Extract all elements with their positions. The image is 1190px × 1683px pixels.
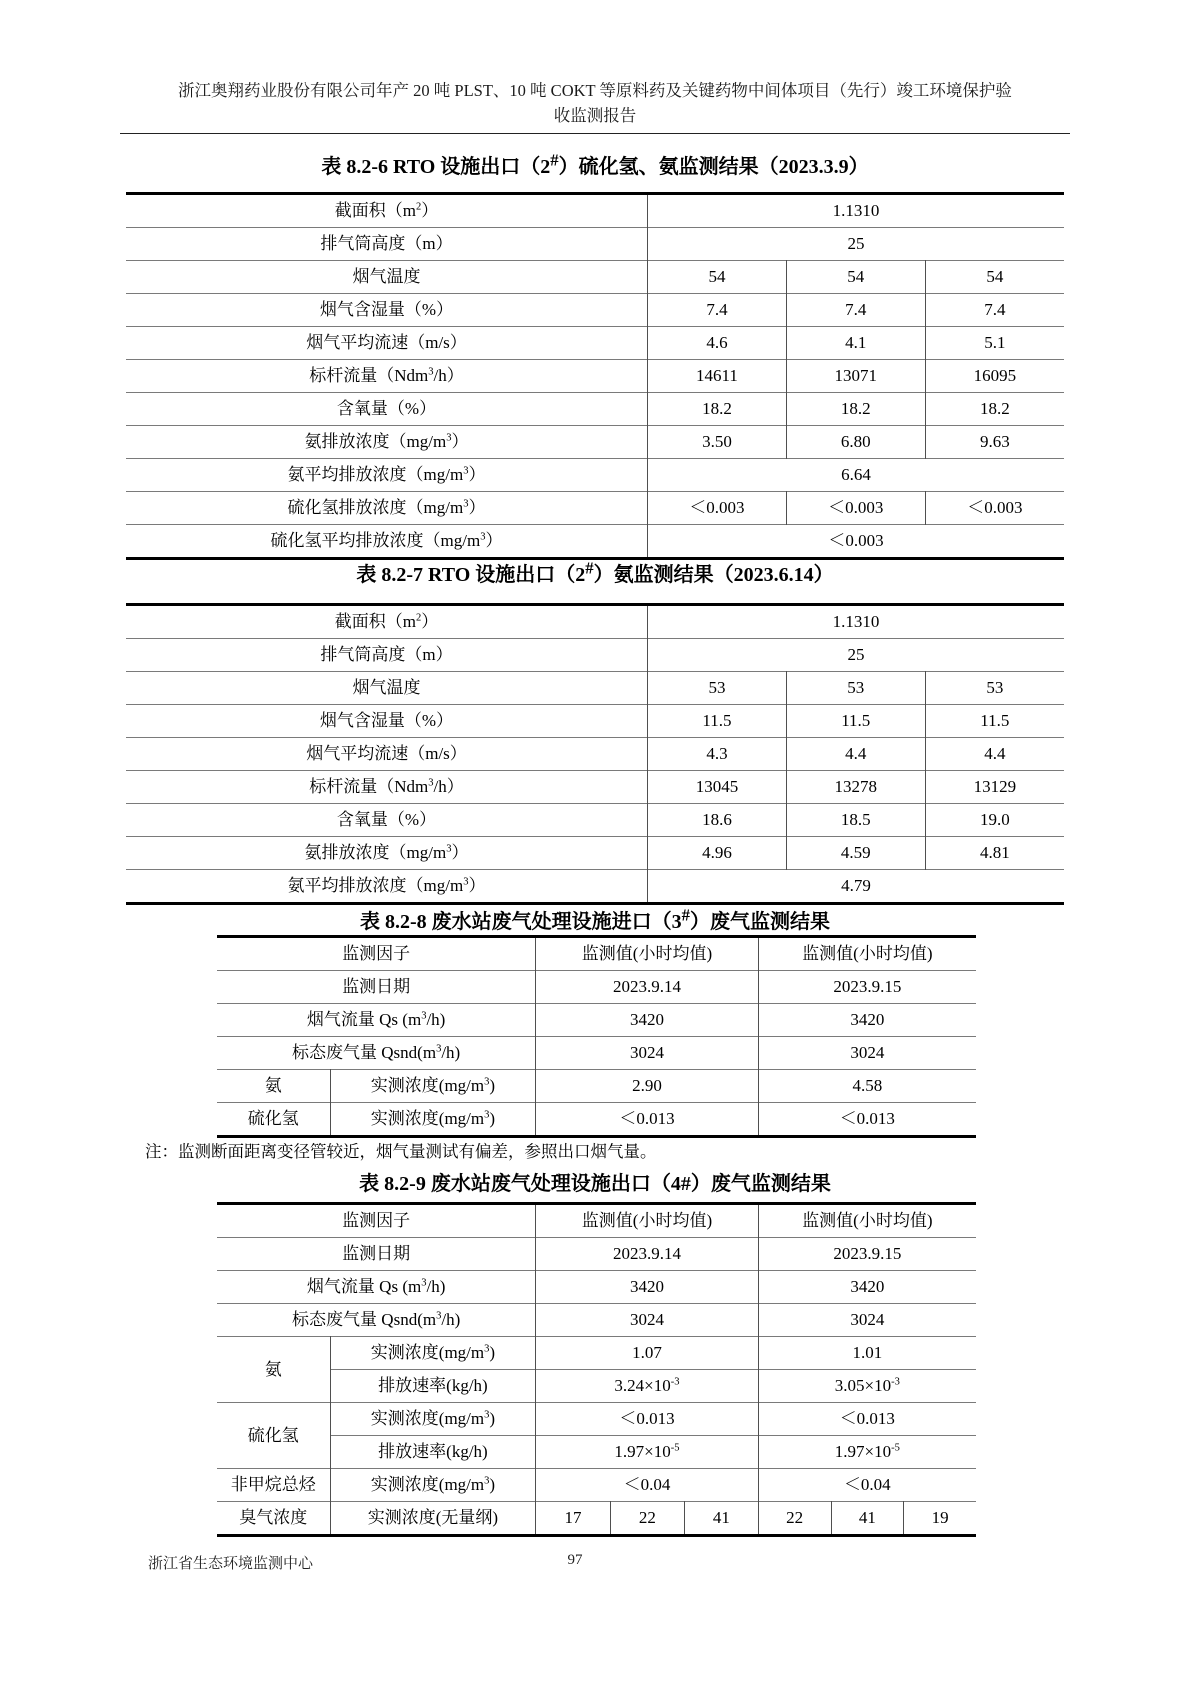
value-cell: 3420: [536, 1271, 758, 1304]
value-cell: 54: [786, 261, 925, 294]
row-label-cell: 监测日期: [217, 971, 536, 1004]
value-cell: $3.24\times 10^{-3}$: [536, 1370, 758, 1403]
value-cell: 2023.9.14: [536, 1238, 758, 1271]
value-cell: 5.1: [925, 327, 1064, 360]
table-row: [217, 1502, 976, 1536]
row-label-cell: 监测日期: [217, 1238, 536, 1271]
value-cell: 41: [685, 1502, 759, 1536]
row-label-cell: 含氧量（%）: [126, 393, 648, 426]
table-row: [126, 360, 1064, 393]
value-cell: 25: [648, 639, 1064, 672]
value-cell: 6.64: [648, 459, 1064, 492]
table-row: [217, 1370, 976, 1403]
value-cell: 11.5: [648, 705, 787, 738]
table-8-2-9-title: 表 8.2-9 废水站废气处理设施出口（4#）废气监测结果: [359, 1173, 831, 1195]
row-label-cell: 烟气平均流速（m/s）: [126, 327, 648, 360]
value-cell: ＜0.013: [536, 1403, 758, 1436]
row-label-cell: 排放速率(kg/h): [330, 1436, 536, 1469]
value-cell: 7.4: [786, 294, 925, 327]
table-row: [217, 1337, 976, 1370]
value-cell: 1.01: [758, 1337, 976, 1370]
value-cell: ＜0.04: [758, 1469, 976, 1502]
value-cell: 53: [925, 672, 1064, 705]
table-8-2-9: [217, 1202, 976, 1537]
value-cell: 54: [925, 261, 1064, 294]
value-cell: ＜0.013: [536, 1103, 758, 1137]
value-cell: 4.59: [786, 837, 925, 870]
value-cell: 41: [831, 1502, 904, 1536]
value-cell: 实测浓度$(mg/m^3)$: [330, 1103, 536, 1137]
value-cell: 监测值(小时均值): [536, 1204, 758, 1238]
value-cell: 3024: [758, 1037, 976, 1070]
row-label-cell: 烟气含湿量（%）: [126, 705, 648, 738]
value-cell: 3420: [536, 1004, 758, 1037]
value-cell: 2023.9.14: [536, 971, 758, 1004]
table-row: [217, 1238, 976, 1271]
value-cell: 实测浓度$(mg/m^3)$: [330, 1337, 536, 1370]
value-cell: 4.6: [648, 327, 787, 360]
table-row: [126, 228, 1064, 261]
row-label-cell: 氨平均排放浓度$(mg/m^3)$: [126, 459, 648, 492]
value-cell: 监测值(小时均值): [802, 1211, 933, 1231]
value-cell: 11.5: [925, 705, 1064, 738]
value-cell: 14611: [648, 360, 787, 393]
value-cell: 3024: [758, 1304, 976, 1337]
table-row: [126, 426, 1064, 459]
row-label-cell: 硫化氢: [217, 1103, 330, 1137]
row-label-cell: 烟气平均流速（m/s）: [126, 738, 648, 771]
value-cell: 7.4: [648, 294, 787, 327]
value-cell: 25: [648, 228, 1064, 261]
row-label-cell: 截面积$(m^2)$: [126, 605, 648, 639]
row-label-cell: 排气筒高度（m）: [126, 639, 648, 672]
value-cell: 18.2: [786, 393, 925, 426]
value-cell: ＜0.04: [536, 1469, 758, 1502]
value-cell: 实测浓度$(mg/m^3)$: [330, 1469, 536, 1502]
row-label-cell: 含氧量（%）: [126, 804, 648, 837]
row-label-cell: 烟气温度: [126, 672, 648, 705]
table-row: [126, 837, 1064, 870]
table-row: [217, 1070, 976, 1103]
row-label-cell: 硫化氢平均排放浓度$(mg/m^3)$: [126, 525, 648, 559]
footer-page-number: 97: [567, 1552, 583, 1568]
value-cell: 53: [786, 672, 925, 705]
row-label-cell: 非甲烷总烃: [217, 1469, 330, 1502]
value-cell: 4.79: [648, 870, 1064, 904]
value-cell: 18.6: [648, 804, 787, 837]
table-row: [126, 459, 1064, 492]
value-cell: ＜0.003: [786, 492, 925, 525]
value-cell: 3420: [758, 1004, 976, 1037]
value-cell: 监测值(小时均值): [802, 944, 933, 964]
report-header: [120, 78, 1070, 128]
table-8-2-8: [217, 935, 976, 1138]
value-cell: 13278: [786, 771, 925, 804]
table-row: [126, 327, 1064, 360]
table-8-2-8-note: 注：监测断面距离变径管较近，烟气量测试有偏差，参照出口烟气量。: [145, 1142, 657, 1161]
row-label-cell: 排放速率(kg/h): [330, 1370, 536, 1403]
table-row: [217, 1304, 976, 1337]
table-row: [126, 804, 1064, 837]
value-cell: 2.90: [536, 1070, 758, 1103]
table-row: [126, 870, 1064, 904]
row-label-cell: 烟气含湿量（%）: [126, 294, 648, 327]
table-row: [217, 1004, 976, 1037]
value-cell: 4.81: [925, 837, 1064, 870]
value-cell: 7.4: [925, 294, 1064, 327]
value-cell: 4.3: [648, 738, 787, 771]
table-row: [217, 1403, 976, 1436]
table-row: [126, 261, 1064, 294]
value-cell: 2023.9.15: [758, 1238, 976, 1271]
table-8-2-8-title: 表 8.2-8 废水站废气处理设施进口（3#）废气监测结果: [360, 905, 830, 933]
row-label-cell: 氨平均排放浓度$(mg/m^3)$: [126, 870, 648, 904]
value-cell: 19.0: [925, 804, 1064, 837]
row-label-cell: 烟气温度: [126, 261, 648, 294]
table-row: [126, 294, 1064, 327]
value-cell: $3.05\times 10^{-3}$: [758, 1370, 976, 1403]
row-label-cell: 硫化氢排放浓度$(mg/m^3)$: [126, 492, 648, 525]
value-cell: 13129: [925, 771, 1064, 804]
value-cell: 18.2: [648, 393, 787, 426]
row-label-cell: 氨: [217, 1337, 330, 1403]
value-cell: 6.80: [786, 426, 925, 459]
value-cell: $1.97\times 10^{-5}$: [536, 1436, 758, 1469]
value-cell: $1.97\times 10^{-5}$: [758, 1436, 976, 1469]
value-cell: 1.1310: [832, 612, 880, 632]
value-cell: ＜0.013: [758, 1403, 976, 1436]
value-cell: 4.1: [786, 327, 925, 360]
table-row: [217, 1204, 976, 1238]
table-8-2-6: [126, 192, 1064, 560]
table-8-2-7: [126, 603, 1064, 905]
value-cell: 16095: [925, 360, 1064, 393]
value-cell: 13045: [648, 771, 787, 804]
report-header-line1: 浙江奥翔药业股份有限公司年产 20 吨 PLST、10 吨 COKT 等原料药及关键药物中间体项目（先行）竣工环境保护验: [178, 81, 1012, 100]
value-cell: 1.1310: [832, 201, 880, 221]
table-row: [126, 194, 1064, 228]
row-label-cell: 氨排放浓度$(mg/m^3)$: [126, 837, 648, 870]
table-row: [217, 1271, 976, 1304]
value-cell: 22: [758, 1502, 831, 1536]
row-label-cell: 监测因子: [217, 937, 536, 971]
value-cell: 实测浓度$(mg/m^3)$: [330, 1403, 536, 1436]
value-cell: 9.63: [925, 426, 1064, 459]
value-cell: ＜0.013: [758, 1103, 976, 1137]
table-row: [126, 492, 1064, 525]
value-cell: 53: [648, 672, 787, 705]
header-divider: [120, 133, 1070, 134]
row-label-cell: 标杆流量（Ndm$^3$/h）: [126, 771, 648, 804]
value-cell: 3024: [536, 1037, 758, 1070]
table-row: [217, 971, 976, 1004]
row-label-cell: 截面积$(m^2)$: [126, 194, 648, 228]
value-cell: 54: [648, 261, 787, 294]
table-row: [126, 672, 1064, 705]
value-cell: ＜0.003: [648, 525, 1064, 559]
value-cell: 18.5: [786, 804, 925, 837]
table-row: [126, 705, 1064, 738]
row-label-cell: 烟气流量 Qs $(m^3/h)$: [217, 1271, 536, 1304]
row-label-cell: 烟气流量 Qs $(m^3/h)$: [217, 1004, 536, 1037]
value-cell: 4.4: [786, 738, 925, 771]
value-cell: 4.96: [648, 837, 787, 870]
table-8-2-6-title: 表 8.2-6 RTO 设施出口（2#）硫化氢、氨监测结果（2023.3.9）: [321, 150, 869, 178]
value-cell: 3420: [758, 1271, 976, 1304]
value-cell: 2023.9.15: [758, 971, 976, 1004]
row-label-cell: 氨排放浓度$(mg/m^3)$: [126, 426, 648, 459]
value-cell: 3.50: [648, 426, 787, 459]
table-row: [126, 393, 1064, 426]
row-label-cell: 排气筒高度（m）: [126, 228, 648, 261]
value-cell: 实测浓度(无量纲): [330, 1502, 536, 1536]
footer-org-name: 浙江省生态环境监测中心: [148, 1556, 314, 1572]
table-row: [126, 771, 1064, 804]
value-cell: 13071: [786, 360, 925, 393]
row-label-cell: 标杆流量（Ndm$^3$/h）: [126, 360, 648, 393]
row-label-cell: 臭气浓度: [217, 1502, 330, 1536]
value-cell: ＜0.003: [648, 492, 787, 525]
value-cell: 17: [536, 1502, 610, 1536]
table-row: [126, 525, 1064, 559]
value-cell: 监测值(小时均值): [536, 937, 758, 971]
row-label-cell: 氨: [217, 1070, 330, 1103]
table-row: [217, 937, 976, 971]
value-cell: 11.5: [786, 705, 925, 738]
table-row: [126, 738, 1064, 771]
table-row: [126, 605, 1064, 639]
row-label-cell: 硫化氢: [217, 1403, 330, 1469]
table-row: [126, 639, 1064, 672]
value-cell: 1.07: [536, 1337, 758, 1370]
value-cell: ＜0.003: [925, 492, 1064, 525]
row-label-cell: 监测因子: [217, 1204, 536, 1238]
value-cell: 19: [904, 1502, 976, 1536]
table-row: [217, 1469, 976, 1502]
report-header-line2: 收监测报告: [553, 106, 637, 125]
table-row: [217, 1103, 976, 1137]
value-cell: 22: [610, 1502, 684, 1536]
table-row: [217, 1037, 976, 1070]
value-cell: 4.4: [925, 738, 1064, 771]
table-row: [217, 1436, 976, 1469]
value-cell: 实测浓度$(mg/m^3)$: [330, 1070, 536, 1103]
value-cell: 18.2: [925, 393, 1064, 426]
value-cell: 4.58: [758, 1070, 976, 1103]
row-label-cell: 标态废气量 $Qsnd(m^3/h)$: [217, 1304, 536, 1337]
row-label-cell: 标态废气量 $Qsnd(m^3/h)$: [217, 1037, 536, 1070]
value-cell: 3024: [536, 1304, 758, 1337]
table-8-2-7-title: 表 8.2-7 RTO 设施出口（2#）氨监测结果（2023.6.14）: [356, 558, 834, 586]
